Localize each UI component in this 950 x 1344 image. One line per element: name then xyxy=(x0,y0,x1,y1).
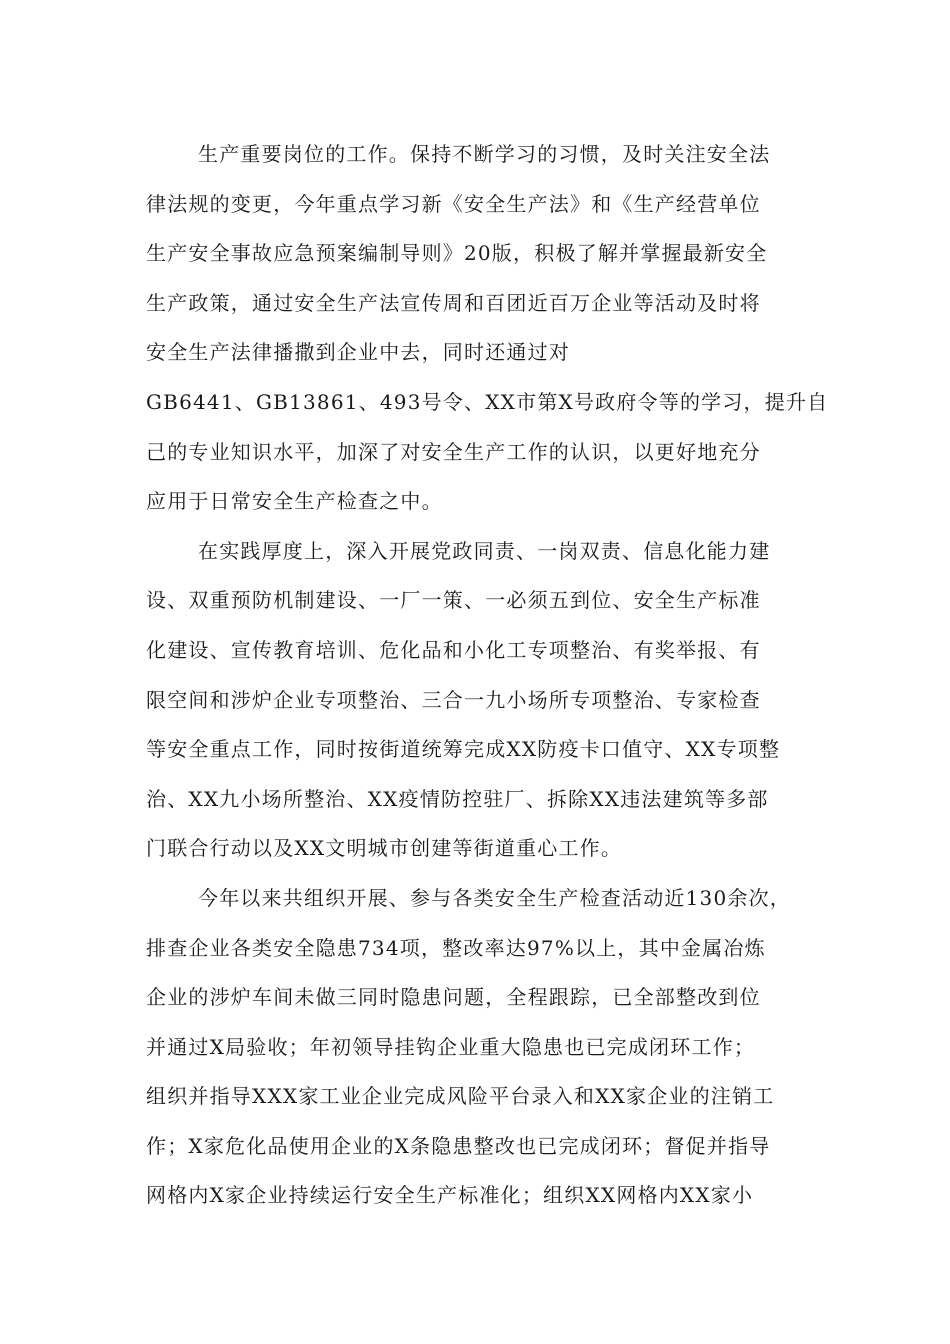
text-line: 治、XX九小场所整治、XX疫情防控驻厂、拆除XX违法建筑等多部 xyxy=(146,786,769,811)
text-line: 门联合行动以及XX文明城市创建等街道重心工作。 xyxy=(146,836,623,861)
text-line: 并通过X局验收；年初领导挂钩企业重大隐患也已完成闭环工作； xyxy=(146,1034,756,1059)
text-line: 生产重要岗位的工作。保持不断学习的习惯，及时关注安全法 xyxy=(198,142,771,166)
text-line: GB6441、GB13861、493号令、XX市第X号政府令等的学习，提升自 xyxy=(146,389,829,414)
text-line: 生产安全事故应急预案编制导则》20版，积极了解并掌握最新安全 xyxy=(146,241,768,266)
paragraph-1 xyxy=(146,130,829,527)
text-line: 等安全重点工作，同时按街道统筹完成XX防疫卡口值守、XX专项整 xyxy=(146,737,781,762)
paragraph-2 xyxy=(146,527,806,874)
text-line: 律法规的变更，今年重点学习新《安全生产法》和《生产经营单位 xyxy=(146,191,761,216)
text-line: 组织并指导XXX家工业企业完成风险平台录入和XX家企业的注销工 xyxy=(146,1084,775,1109)
text-line: 己的专业知识水平，加深了对安全生产工作的认识，以更好地充分 xyxy=(146,439,761,464)
text-line: 生产政策，通过安全生产法宣传周和百团近百万企业等活动及时将 xyxy=(146,290,761,315)
text-line: 企业的涉炉车间未做三同时隐患问题，全程跟踪，已全部整改到位 xyxy=(146,985,761,1010)
text-line: 排查企业各类安全隐患734项，整改率达97%以上，其中金属冶炼 xyxy=(146,935,766,960)
text-line: 网格内X家企业持续运行安全生产标准化；组织XX网格内XX家小 xyxy=(146,1183,754,1208)
text-line: 限空间和涉炉企业专项整治、三合一九小场所专项整治、专家检查 xyxy=(146,687,761,712)
text-line: 设、双重预防机制建设、一厂一策、一必须五到位、安全生产标准 xyxy=(146,588,761,613)
text-line: 化建设、宣传教育培训、危化品和小化工专项整治、有奖举报、有 xyxy=(146,637,761,662)
text-line: 作；X家危化品使用企业的X条隐患整改也已完成闭环；督促并指导 xyxy=(146,1133,771,1158)
text-line: 应用于日常安全生产检查之中。 xyxy=(146,489,443,514)
text-line: 在实践厚度上，深入开展党政同责、一岗双责、信息化能力建 xyxy=(198,538,771,563)
text-line: 安全生产法律播撒到企业中去，同时还通过对 xyxy=(146,340,570,365)
paragraph-3 xyxy=(146,874,806,1221)
text-line: 今年以来共组织开展、参与各类安全生产检查活动近130余次， xyxy=(198,885,791,910)
document-body xyxy=(146,130,829,1221)
